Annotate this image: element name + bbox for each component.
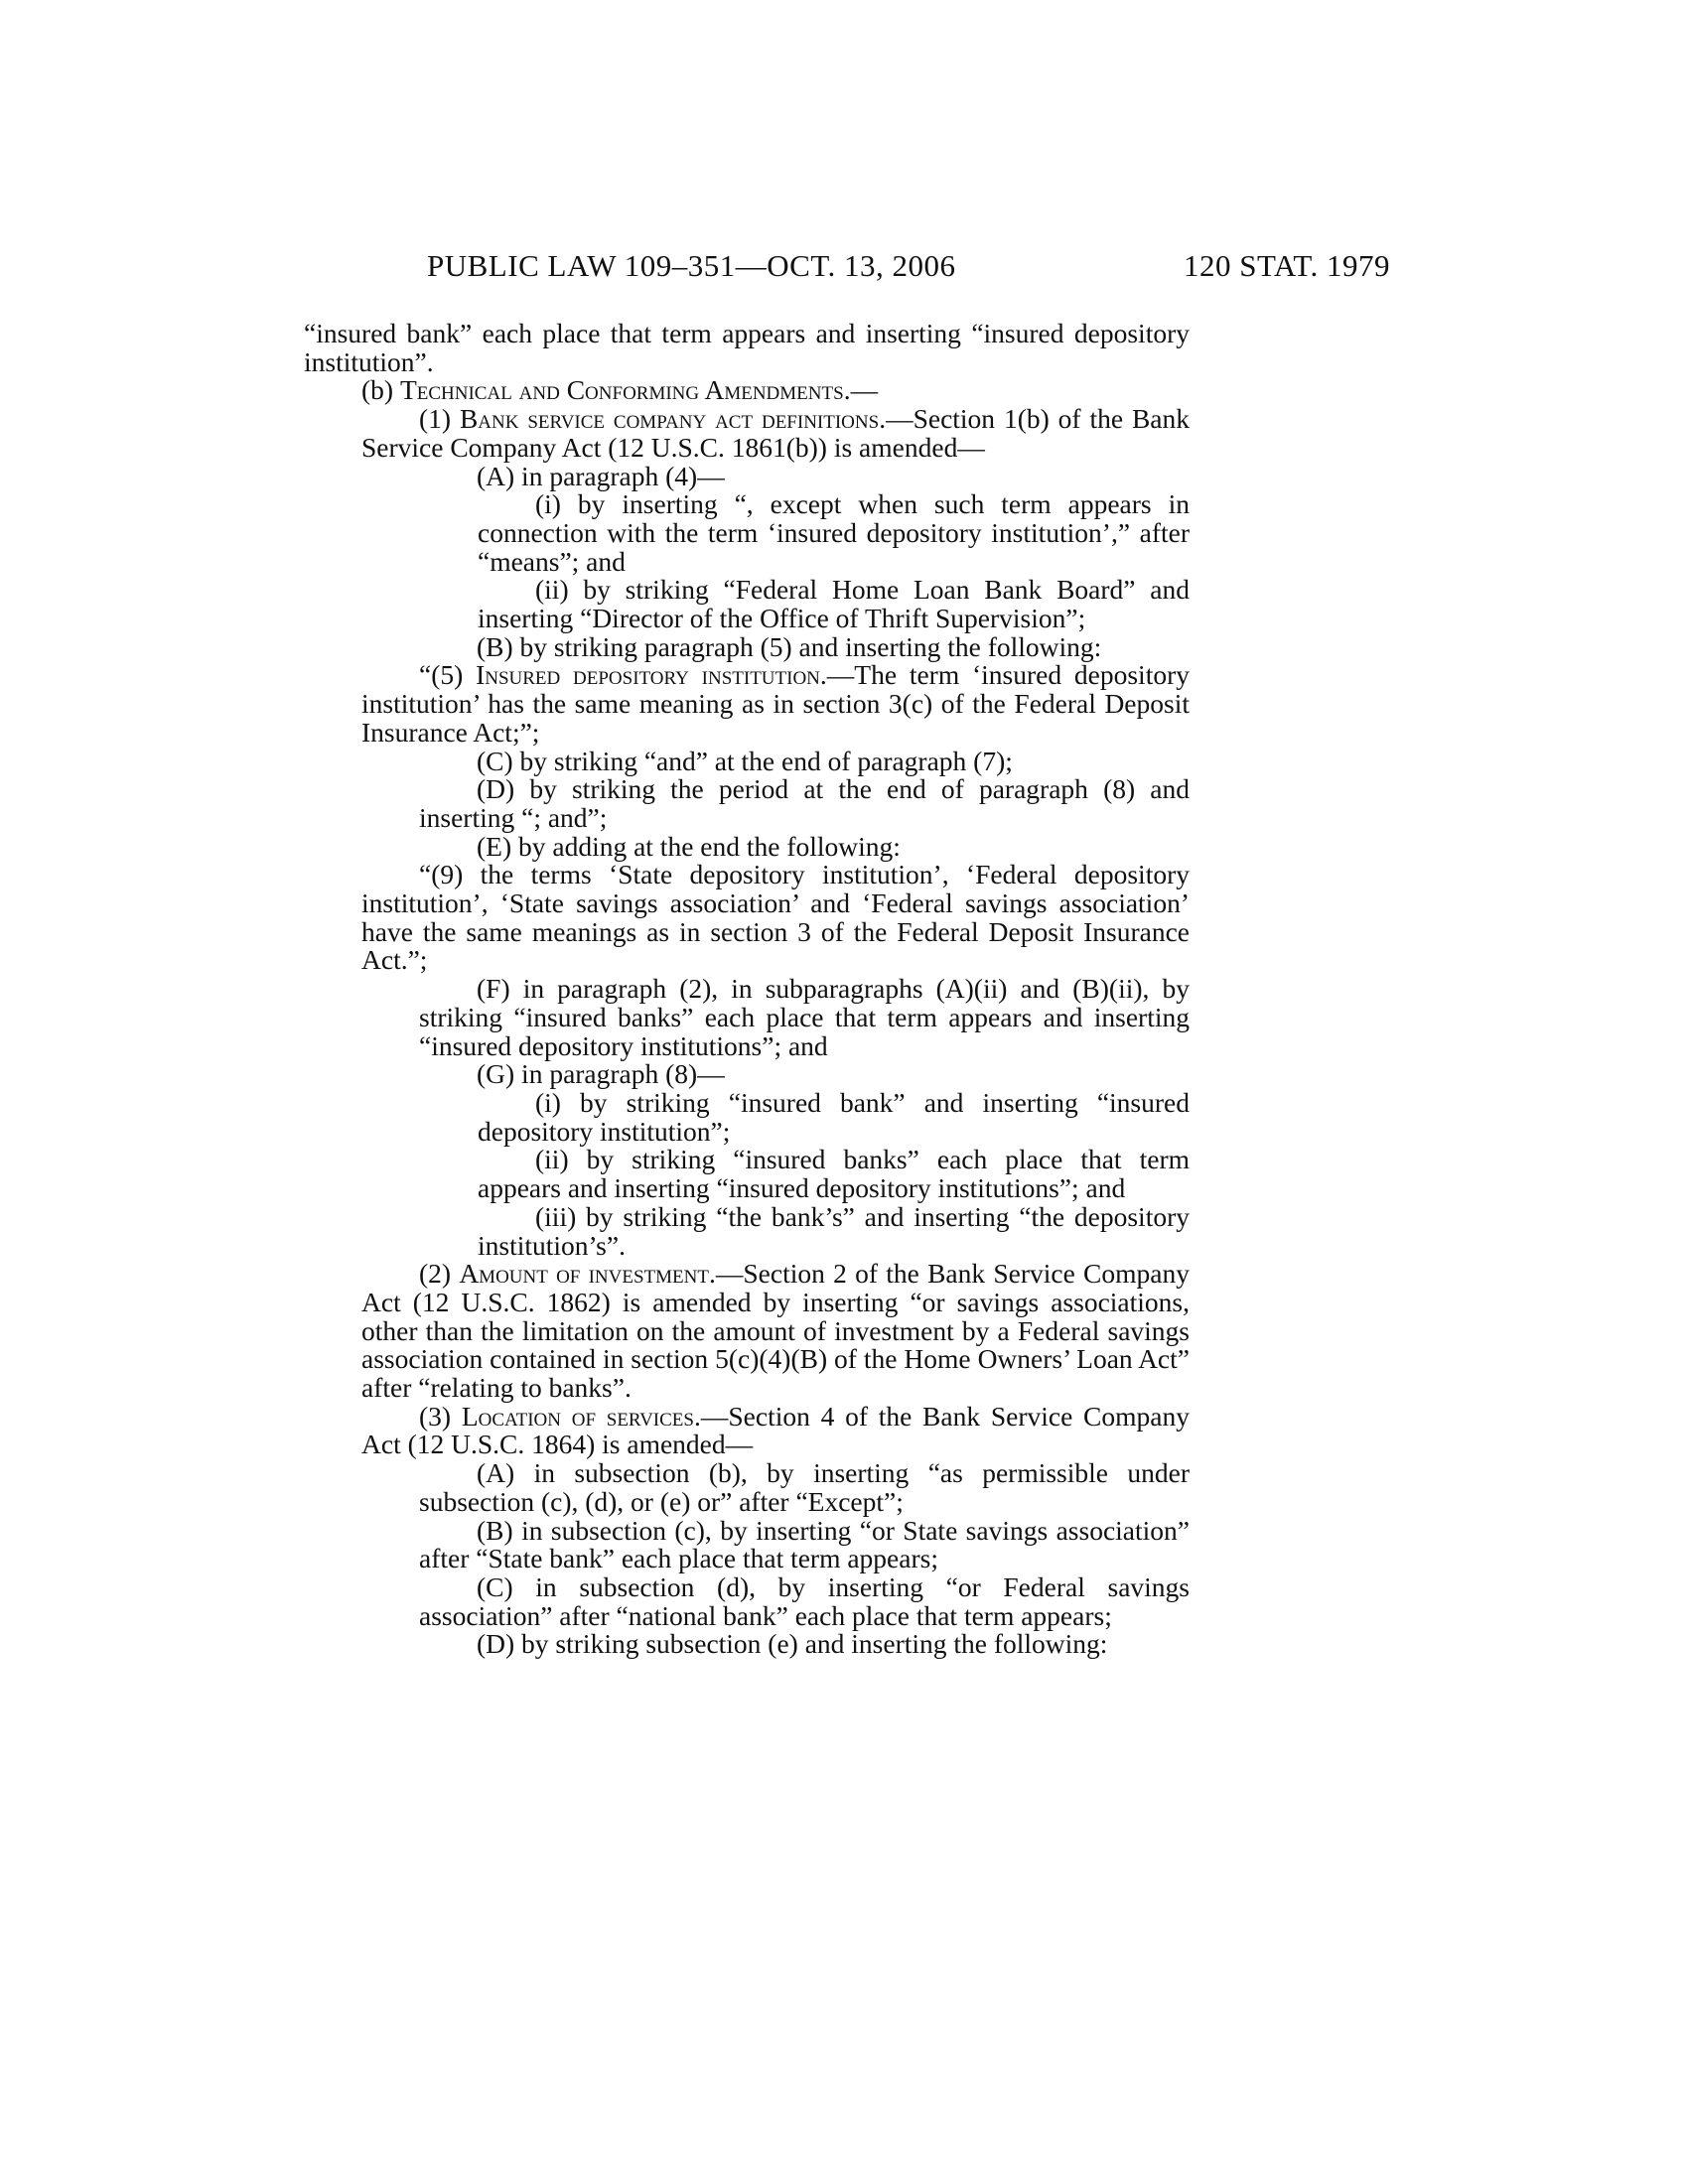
quoted-paragraph-9: “(9) the terms ‘State depository institution’, ‘Federal depository institution’, ‘State savings association’ and ‘Federal savings association’ have the same meanings as in section 3 of the Federal Deposit Insurance Act.”; [361, 859, 1190, 976]
clause-G-iii: (iii) by striking “the bank’s” and inserting “the depository institution’s”. [478, 1200, 1190, 1261]
statute-body [304, 320, 1190, 1659]
clause-G-ii: (ii) by striking “insured banks” each place that term appears and inserting “insured depository institutions”; and [478, 1144, 1190, 1204]
page-number: 120 STAT. 1979 [1183, 248, 1390, 283]
paragraph-3: (3) Location of services.—Section 4 of the Bank Service Company Act (12 U.S.C. 1864) is amended— [361, 1400, 1190, 1460]
subparagraph-3C: (C) in subsection (d), by inserting “or Federal savings association” after “national bank” each place that term appears; [419, 1570, 1190, 1631]
subsection-b: (b) Technical and Conforming Amendments.— [361, 374, 879, 406]
paragraph-continuation: “insured bank” each place that term appears and inserting “insured depository institution”. [304, 318, 1190, 377]
subparagraph-3B: (B) in subsection (c), by inserting “or State savings association” after “State bank” each place that term appears; [419, 1514, 1190, 1574]
subparagraph-G: (G) in paragraph (8)— [477, 1058, 725, 1090]
paragraph-1-heading: Bank service company act definitions [459, 403, 880, 435]
paragraph-3-heading: Location of services [461, 1400, 694, 1432]
clause-i: (i) by inserting “, except when such term appears in connection with the term ‘insured depository institution’,” after “means”; and [478, 488, 1190, 577]
clause-ii: (ii) by striking “Federal Home Loan Bank Board” and inserting “Director of the Office of Thrift Supervision”; [478, 574, 1190, 634]
page-header [427, 246, 1390, 286]
subsection-b-heading: Technical and Conforming Amendments [399, 374, 844, 406]
subparagraph-C: (C) by striking “and” at the end of paragraph (7); [477, 745, 1013, 776]
subparagraph-D: (D) by striking the period at the end of paragraph (8) and inserting “; and”; [419, 773, 1190, 833]
subparagraph-3D: (D) by striking subsection (e) and inserting the following: [477, 1628, 1108, 1660]
paragraph-1: (1) Bank service company act definitions.—Section 1(b) of the Bank Service Company Act (12 U.S.C. 1861(b)) is amended— [361, 403, 1190, 463]
subparagraph-A: (A) in paragraph (4)— [477, 460, 725, 491]
paragraph-2-heading: Amount of investment [459, 1258, 709, 1290]
subparagraph-F: (F) in paragraph (2), in subparagraphs (A)(ii) and (B)(ii), by striking “insured banks” each place that term appears and inserting “insured depository institutions”; and [419, 973, 1190, 1061]
subparagraph-E: (E) by adding at the end the following: [477, 830, 901, 862]
subparagraph-3A: (A) in subsection (b), by inserting “as permissible under subsection (c), (d), or (e) or” after “Except”; [419, 1457, 1190, 1517]
running-head-title: PUBLIC LAW 109–351—OCT. 13, 2006 [427, 248, 956, 283]
clause-G-i: (i) by striking “insured bank” and inserting “insured depository institution”; [478, 1086, 1190, 1147]
paragraph-2: (2) Amount of investment.—Section 2 of the Bank Service Company Act (12 U.S.C. 1862) is amended by inserting “or savings associations, other than the limitation on the amount of investment by a Federal savings association contained in section 5(c)(4)(B) of the Home Owners’ Loan Act” after “relating to banks”. [361, 1258, 1190, 1404]
quoted-paragraph-5: “(5) Insured depository institution.—The term ‘insured depository institution’ has the same meaning as in section 3(c) of the Federal Deposit Insurance Act;”; [361, 659, 1190, 748]
quoted-paragraph-5-heading: Insured depository institution [476, 659, 820, 691]
subparagraph-B: (B) by striking paragraph (5) and inserting the following: [477, 630, 1102, 662]
